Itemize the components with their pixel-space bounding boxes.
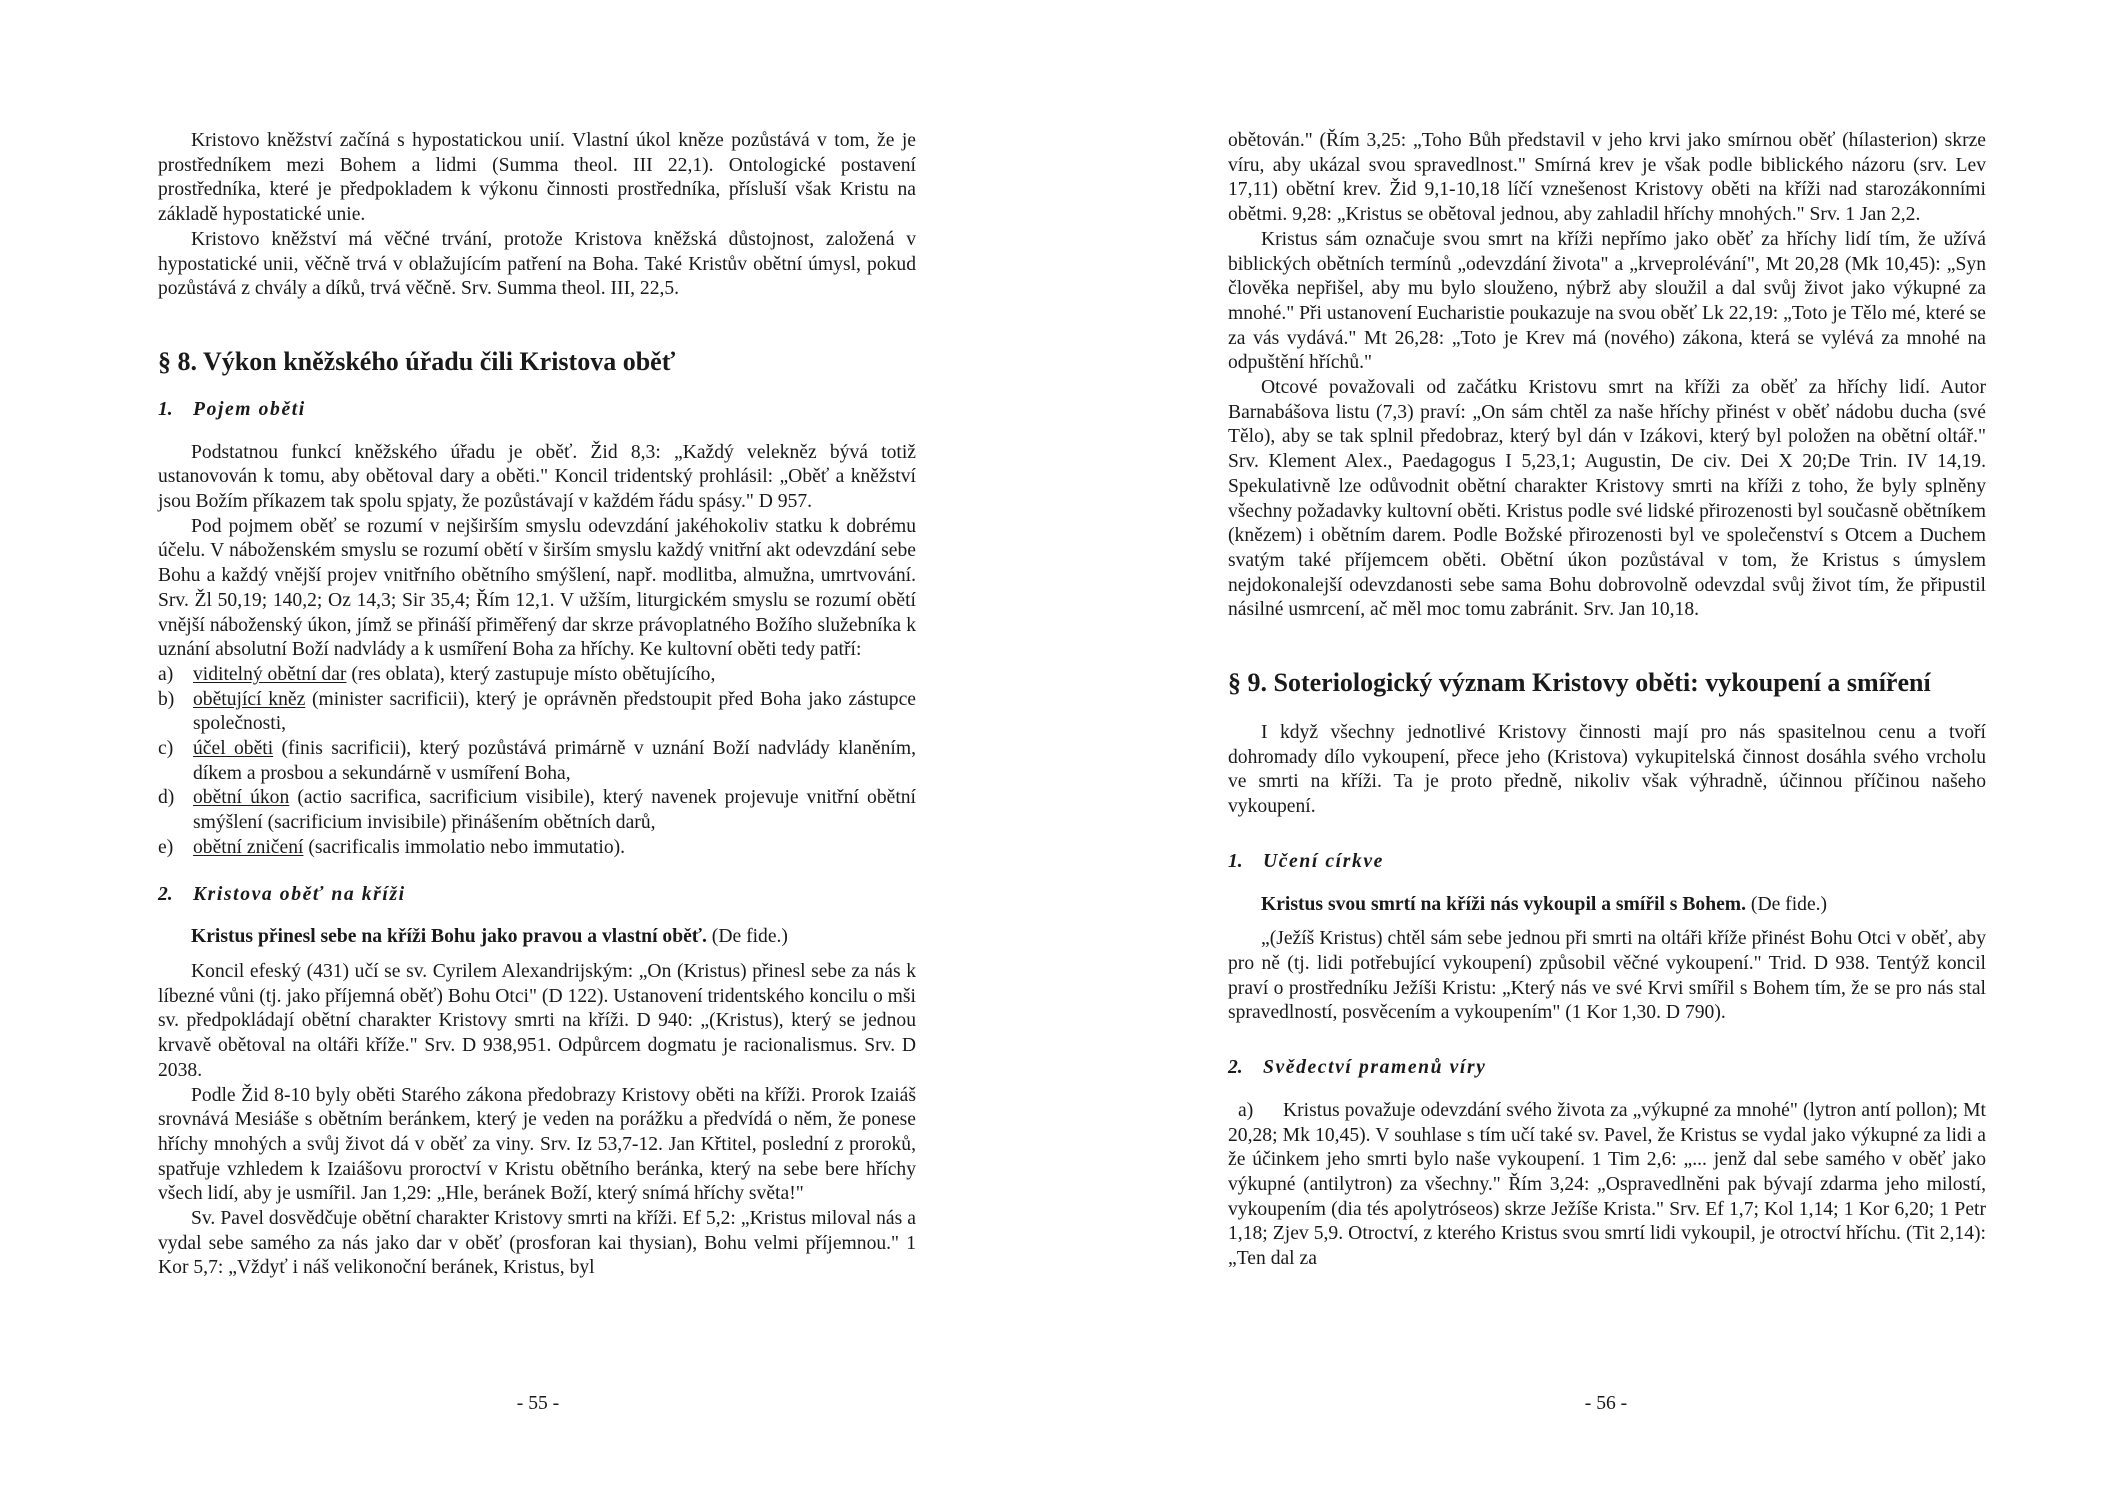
list-term: účel oběti <box>193 738 274 760</box>
sacrifice-elements-list <box>158 663 916 861</box>
thesis-qualification: (De fide.) <box>1746 893 1828 915</box>
list-term: obětní úkon <box>193 787 290 809</box>
list-text: (minister sacrificii), který je oprávněn předstoupit před Boha jako zástupce společnosti, <box>193 688 916 735</box>
list-term: obětní zničení <box>193 836 304 858</box>
paragraph: Otcové považovali od začátku Kristovu smrt na kříži za oběť za hříchy lidí. Autor Barnabášova listu (7,3) praví: „On sám chtěl za naše hříchy přinést v oběť nádobu ducha (své Tělo), aby se tak splnil předobraz, který byl dán v Izákovi, který byl položen na obětní oltář." Srv. Klement Alex., Paedagogus I 5,23,1; Augustin, De civ. Dei X 20;De Trin. IV 14,19. Spekulativně lze odůvodnit obětní charakter Kristovy smrti na kříži z toho, že byly splněny všechny požadavky kultovní oběti. Kristus podle své lidské přirozenosti byl současně obětníkem (knězem) i obětním darem. Podle Božské přirozenosti byl ve společenství s Otcem a Duchem svatým také příjemcem oběti. Obětní úkon pozůstával v tom, že Kristus s úmyslem nejdokonalejší odevzdanosti sebe sama Bohu dobrovolně odevzdal svůj život tím, že připustil násilné usmrcení, ač měl moc tomu zabránit. Srv. Jan 10,18. <box>1228 377 1986 621</box>
paragraph: Podstatnou funkcí kněžského úřadu je oběť. Žid 8,3: „Každý velekněz bývá totiž ustanovován k tomu, aby obětoval dary a oběti." Koncil tridentský prohlásil: „Oběť a kněžství jsou Božím příkazem tak spolu spjaty, že pozůstávají v každém řádu spásy." D 957. <box>158 441 916 513</box>
section-heading: § 8. Výkon kněžského úřadu čili Kristova oběť <box>158 346 676 376</box>
list-marker: a) <box>158 663 174 685</box>
enumerated-paragraph <box>1228 1099 1986 1272</box>
list-term: obětující kněz <box>193 688 306 710</box>
list-item <box>158 836 916 861</box>
paragraph: obětován." (Řím 3,25: „Toho Bůh představil v jeho krvi jako smírnou oběť (hílasterion) skrze víru, aby ukázal svou spravedlnost." Smírná krev je však podle biblického názoru (srv. Lev 17,11) obětní krev. Žid 9,1-10,18 líčí vznešenost Kristovy oběti na kříži nad starozákonními obětmi. 9,28: „Kristus se obětoval jednou, aby zahladil hříchy mnohých." Srv. 1 Jan 2,2. <box>1228 130 1986 226</box>
left-page-content <box>158 129 916 1281</box>
list-marker: d) <box>158 787 175 809</box>
paragraph: Sv. Pavel dosvědčuje obětní charakter Kristovy smrti na kříži. Ef 5,2: „Kristus miloval nás a vydal sebe samého za nás jako dar v oběť (prosforan kai thysian), Bohu velmi příjemnou." 1 Kor 5,7: „Vždyť i náš velikonoční beránek, Kristus, byl <box>158 1208 916 1279</box>
paragraph: Pod pojmem oběť se rozumí v nejširším smyslu odevzdání jakéhokoliv statku k dobrému účelu. V náboženském smyslu se rozumí obětí v širším smyslu každý vnitřní akt odevzdání sebe Bohu a každý vnější projev vnitřního obětního smýšlení, např. modlitba, almužna, umrtvování. Srv. Žl 50,19; 140,2; Oz 14,3; Sir 35,4; Řím 12,1. V užším, liturgickém smyslu se rozumí obětí vnější náboženský úkon, jímž se přináší přiměřený dar skrze právoplatného Božího služebníka k uznání absolutní Boží nadvlády a k usmíření Boha za hříchy. Ke kultovní oběti tedy patří: <box>158 515 916 661</box>
subsection-title: Učení církve <box>1263 850 1384 872</box>
subsection-heading <box>1228 850 1986 875</box>
subsection-heading <box>158 883 916 908</box>
list-text: (actio sacrifica, sacrificium visibile), který navenek projevuje vnitřní obětní smýšlení (sacrificium invisibile) přinášením obětních darů, <box>193 787 917 834</box>
list-item <box>158 663 916 688</box>
list-item <box>158 688 916 737</box>
list-text: (finis sacrificii), který pozůstává primárně v uznání Boží nadvlády klaněním, díkem a prosbou a sekundárně v usmíření Boha, <box>193 738 916 784</box>
page-number: - 55 - <box>516 1393 560 1414</box>
list-text: (res oblata), který zastupuje místo obětujícího, <box>346 663 716 685</box>
right-page-content <box>1228 129 1986 1272</box>
item-text: Kristus považuje odevzdání svého života za „výkupné za mnohé" (lytron antí pollon); Mt 20,28; Mk 10,45). V souhlase s tím učí také sv. Pavel, že Kristus se vydal jako výkupné za lidi a že účinkem jeho smrti bylo naše vykoupení. 1 Tim 2,6: „... jenž dal sebe samého v oběť jako výkupné (antilytron) za všechny." Řím 3,24: „Ospravedlněni pak bývají zdarma jeho milostí, vykoupením (dia tés apolytróseos) skrze Ježíše Krista." Srv. Ef 1,7; Kol 1,14; 1 Kor 6,20; 1 Petr 1,18; Zjev 5,9. Otroctví, z kterého Kristus svou smrtí lidi vykoupil, je otroctví hříchu. (Tit 2,14): „Ten dal za <box>1228 1099 1986 1270</box>
paragraph: I když všechny jednotlivé Kristovy činnosti mají pro nás spasitelnou cenu a tvoří dohromady dílo vykoupení, přece jeho (Kristova) vykupitelská činnost dosáhla svého vrcholu ve smrti na kříži. Ta je proto předně, nikoliv však výhradně, účinnou příčinou našeho vykoupení. <box>1228 722 1986 818</box>
list-item <box>158 737 916 786</box>
subsection-title: Pojem oběti <box>193 398 306 420</box>
thesis <box>158 925 916 950</box>
thesis-qualification: (De fide.) <box>706 926 788 948</box>
thesis <box>1228 893 1986 918</box>
subsection-title: Kristova oběť na kříži <box>193 883 406 905</box>
paragraph: Kristovo kněžství má věčné trvání, protože Kristova kněžská důstojnost, založená v hypostatické unii, věčně trvá v oblažujícím patření na Boha. Také Kristův obětní úmysl, pokud pozůstává z chvály a díků, trvá věčně. Srv. Summa theol. III, 22,5. <box>158 228 916 300</box>
subsection-number: 1. <box>158 398 173 420</box>
subsection-heading <box>158 398 916 423</box>
subsection-number: 1. <box>1228 850 1243 872</box>
thesis-statement: Kristus přinesl sebe na kříži Bohu jako pravou a vlastní oběť. <box>191 926 707 948</box>
item-marker: a) <box>1238 1099 1254 1121</box>
subsection-number: 2. <box>1228 1057 1243 1079</box>
paragraph: Kristus sám označuje svou smrt na kříži nepřímo jako oběť za hříchy lidí tím, že užívá biblických obětních termínů „odevzdání života" a „krveprolévání", Mt 20,28 (Mk 10,45): „Syn člověka nepřišel, aby mu bylo slouženo, nýbrž aby sloužil a dal svůj život jako výkupné za mnohé." Při ustanovení Eucharistie poukazuje na svou oběť Lk 22,19: „Toto je Tělo mé, které se za vás vydává." Mt 26,28: „Toto je Krev má (nového) zákona, která se vylévá za mnohé na odpuštění hříchů." <box>1228 228 1986 374</box>
page-number: - 56 - <box>1584 1393 1628 1414</box>
paragraph: „(Ježíš Kristus) chtěl sám sebe jednou při smrti na oltáři kříže přinést Bohu Otci v oběť, aby pro ně (tj. lidi potřebující vykoupení) způsobil věčné vykoupení." Trid. D 938. Tentýž koncil praví o prostředníku Ježíši Kristu: „Který nás ve své Krvi smířil s Bohem tím, že se pro nás stal spravedlností, posvěcením a vykoupením" (1 Kor 1,30. D 790). <box>1228 928 1986 1024</box>
list-text: (sacrificalis immolatio nebo immutatio). <box>303 836 626 858</box>
list-marker: b) <box>158 688 175 710</box>
list-item <box>158 786 916 835</box>
right-page <box>1061 0 2122 1501</box>
section-heading: § 9. Soteriologický význam Kristovy oběti: vykoupení a smíření <box>1228 668 1931 698</box>
list-marker: c) <box>158 738 174 760</box>
paragraph: Podle Žid 8-10 byly oběti Starého zákona předobrazy Kristovy oběti na kříži. Prorok Izaiáš srovnává Mesiáše s obětním beránkem, který je veden na porážku a předvídá o něm, že ponese hříchy mnohých a svůj život dá v oběť za viny. Srv. Iz 53,7-12. Jan Křtitel, poslední z proroků, spatřuje vzhledem k Izaiášovu proroctví v Kristu obětního beránka, který na sebe bere hříchy všech lidí, aby je usmířil. Jan 1,29: „Hle, beránek Boží, který snímá hříchy světa!" <box>158 1084 916 1205</box>
list-term: viditelný obětní dar <box>193 663 347 685</box>
subsection-heading <box>1228 1056 1986 1081</box>
list-marker: e) <box>158 836 174 858</box>
subsection-title: Svědectví pramenů víry <box>1263 1057 1487 1079</box>
paragraph: Kristovo kněžství začíná s hypostatickou unií. Vlastní úkol kněze pozůstává v tom, že je prostředníkem mezi Bohem a lidmi (Summa theol. III 22,1). Ontologické postavení prostředníka, které je předpokladem k výkonu činnosti prostředníka, přísluší však Kristu na základě hypostatické unie. <box>158 130 916 226</box>
paragraph: Koncil efeský (431) učí se sv. Cyrilem Alexandrijským: „On (Kristus) přinesl sebe za nás k líbezné vůni (tj. jako příjemná oběť) Bohu Otci" (D 122). Ustanovení tridentského koncilu o mši sv. předpokládají obětní charakter Kristovy smrti na kříži. D 940: „(Kristus), který se jednou krvavě obětoval na oltáři kříže." Srv. D 938,951. Odpůrcem dogmatu je racionalismus. Srv. D 2038. <box>158 960 916 1081</box>
thesis-statement: Kristus svou smrtí na kříži nás vykoupil a smířil s Bohem. <box>1261 893 1747 915</box>
subsection-number: 2. <box>158 883 173 905</box>
